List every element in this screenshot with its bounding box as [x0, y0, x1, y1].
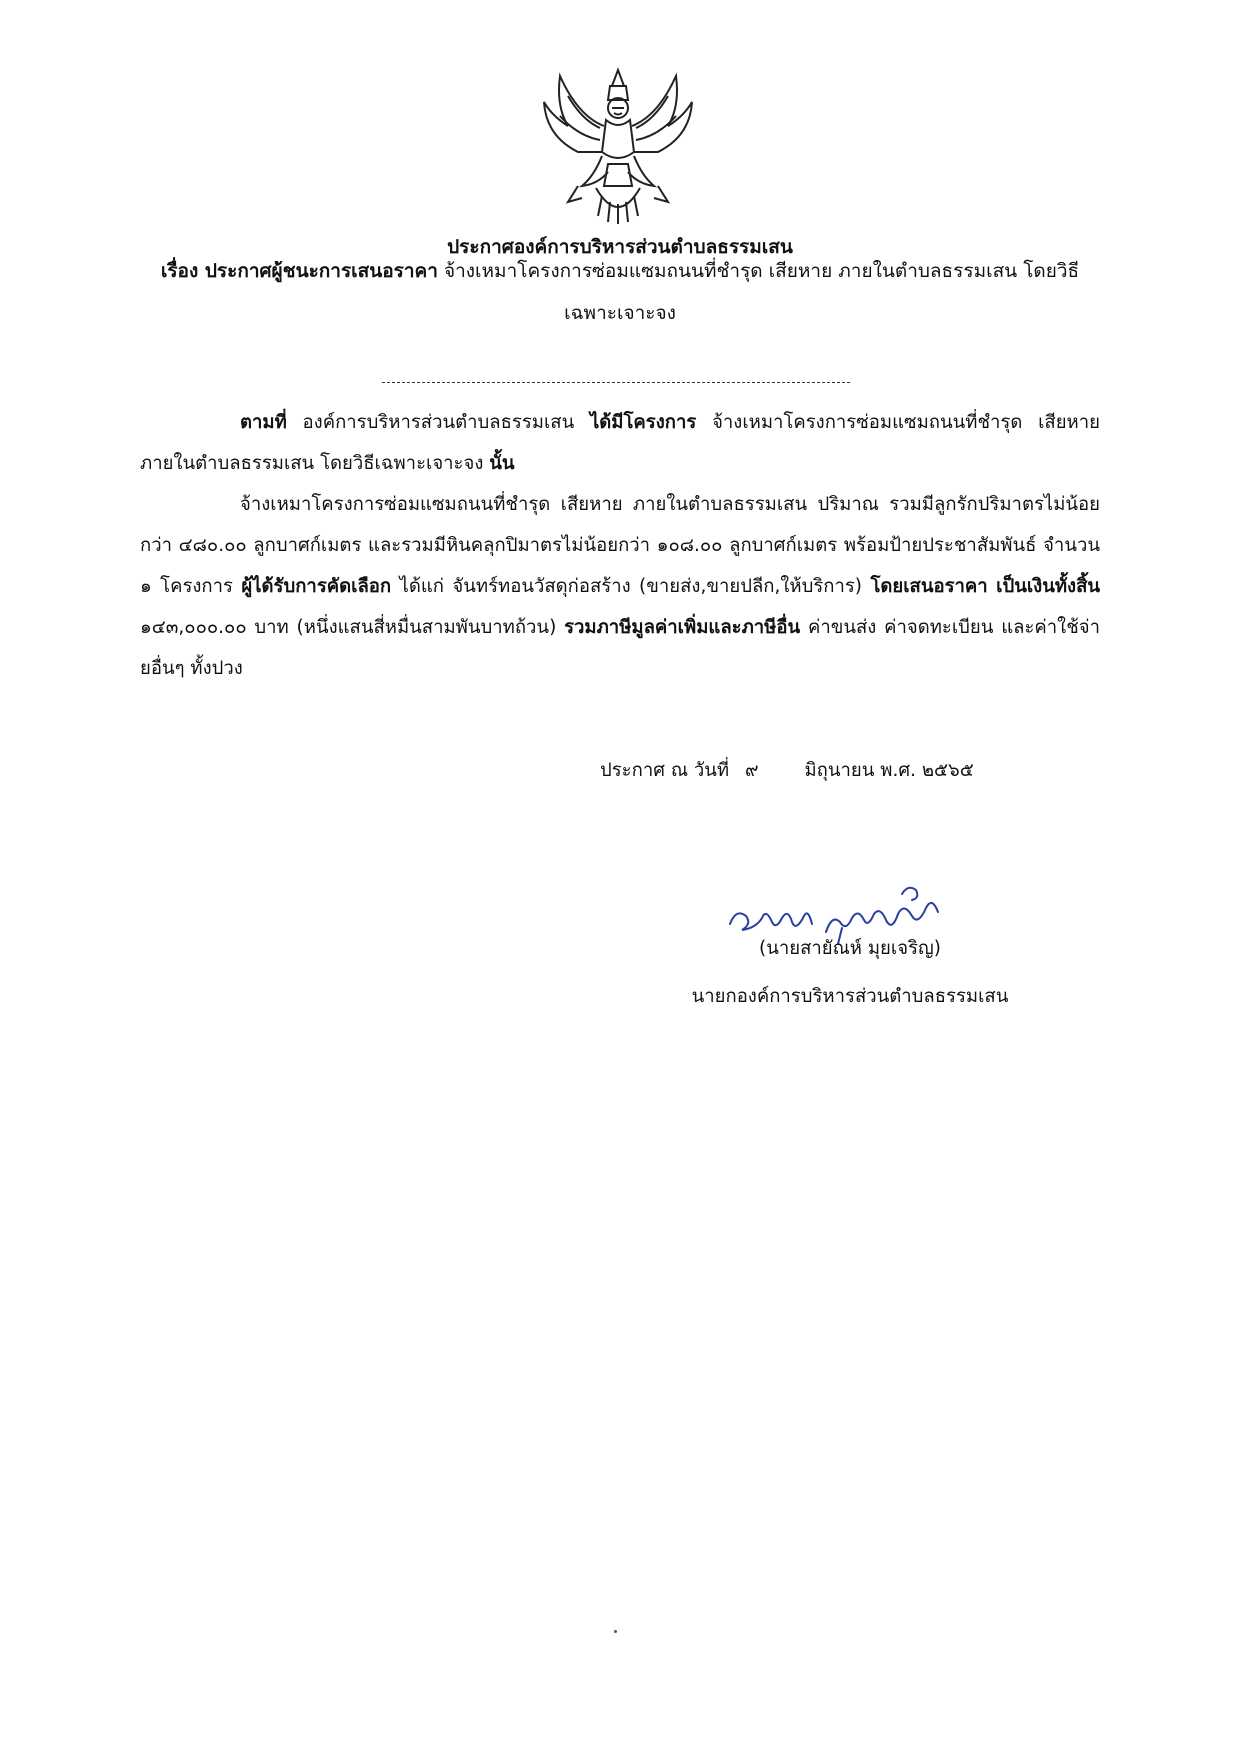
signer-position: นายกองค์การบริหารส่วนตำบลธรรมเสน	[691, 986, 1009, 1007]
p2-tail: ค่าขนส่ง ค่าจดทะเบียน และค่าใช้จ่ายอื่นๆ ทั้งปวง	[140, 617, 1100, 679]
p2-description: จ้างเหมาโครงการซ่อมแซมถนนที่ชำรุด เสียหาย ภายในตำบลธรรมเสน ปริมาณ รวมมีลูกรักปริมาตรไม่น้อยกว่า ๔๘๐.๐๐ ลูกบาศก์เมตร และรวมมีหินคลุกปิมาตรไม่น้อยกว่า ๑๐๘.๐๐ ลูกบาศก์เมตร พร้อมป้ายประชาสัมพันธ์ จำนวน ๑ โครงการ	[140, 494, 1100, 597]
announcement-title: ประกาศองค์การบริหารส่วนตำบลธรรมเสน	[447, 236, 793, 258]
p2-amount: ๑๔๓,๐๐๐.๐๐ บาท (หนึ่งแสนสี่หมื่นสามพันบาทถ้วน)	[140, 617, 557, 638]
announce-month-year: มิถุนายน พ.ศ. ๒๕๖๕	[804, 760, 974, 781]
scan-speck	[614, 1630, 617, 1633]
signer-name: (นายสายัณห์ มุยเจริญ)	[759, 938, 941, 959]
p1-text: จ้างเหมาโครงการซ่อมแซมถนนที่ชำรุด เสียหาย ภายในตำบลธรรมเสน โดยวิธีเฉพาะเจาะจง	[140, 412, 1100, 474]
paragraph-2	[140, 484, 1100, 689]
announce-date-line	[600, 756, 1120, 785]
garuda-emblem-icon	[538, 56, 698, 228]
p2-tax-label: รวมภาษีมูลค่าเพิ่มและภาษีอื่น	[564, 617, 801, 638]
announce-prefix: ประกาศ ณ วันที่	[600, 760, 730, 781]
p1-end: นั้น	[489, 453, 515, 474]
p2-total-label: เป็นเงินทั้งสิ้น	[996, 576, 1101, 597]
p2-winner: ได้แก่ จันทร์ทอนวัสดุก่อสร้าง (ขายส่ง,ขายปลีก,ให้บริการ)	[399, 576, 863, 597]
paragraph-1	[140, 402, 1100, 484]
p1-mid: ได้มีโครงการ	[589, 412, 697, 433]
subject-label: เรื่อง ประกาศผู้ชนะการเสนอราคา	[160, 260, 438, 282]
announce-day: ๙	[745, 760, 759, 781]
dashed-divider	[382, 382, 850, 383]
p2-selected-label: ผู้ได้รับการคัดเลือก	[241, 576, 392, 597]
p2-offer-label: โดยเสนอราคา	[870, 576, 988, 597]
subject-text: จ้างเหมาโครงการซ่อมแซมถนนที่ชำรุด เสียหาย ภายในตำบลธรรมเสน โดยวิธีเฉพาะเจาะจง	[443, 260, 1080, 324]
p1-lead: ตามที่	[240, 412, 287, 433]
p1-org: องค์การบริหารส่วนตำบลธรรมเสน	[302, 412, 575, 433]
subject-block	[140, 250, 1100, 334]
